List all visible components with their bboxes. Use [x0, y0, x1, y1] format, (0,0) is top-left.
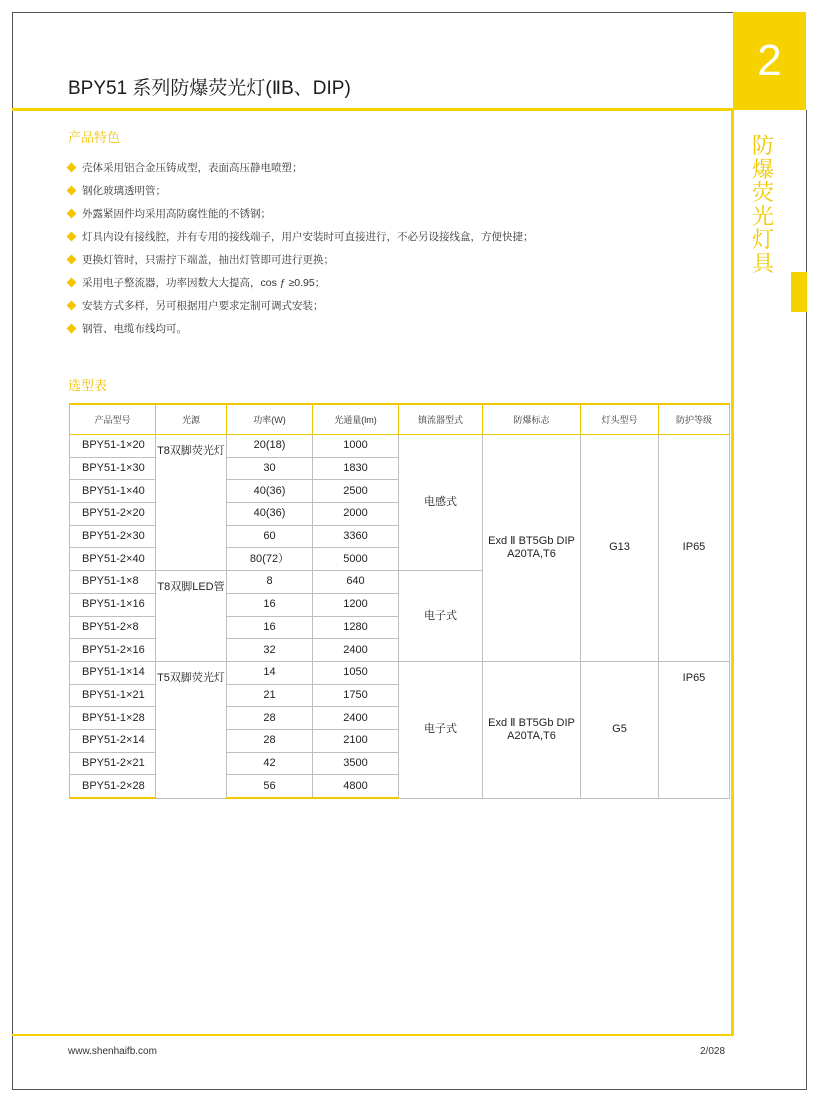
feature-text: 更换灯管时，只需拧下端盖，抽出灯管即可进行更换；: [82, 254, 334, 266]
chapter-side-marker: [791, 272, 807, 312]
lamp-base-cell: G13: [581, 435, 659, 662]
table-row: [70, 435, 730, 458]
ip-rating-cell: IP65: [659, 661, 730, 798]
feature-text: 钢化玻璃透明管；: [82, 185, 166, 197]
side-title-char: 爆: [751, 156, 774, 182]
flux-cell: 2100: [313, 729, 399, 752]
power-cell: 42: [227, 752, 313, 775]
col-header: 镇流器型式: [399, 404, 483, 435]
light-source-cell: T5双脚荧光灯: [156, 661, 227, 798]
feature-item: [68, 271, 534, 294]
flux-cell: 2000: [313, 503, 399, 526]
feature-text: 采用电子整流器，功率因数大大提高，cos ƒ ≥0.95；: [82, 277, 326, 289]
table-row: [70, 661, 730, 684]
model-cell: BPY51-1×14: [70, 661, 156, 684]
power-cell: 16: [227, 593, 313, 616]
feature-item: [68, 202, 534, 225]
flux-cell: 4800: [313, 775, 399, 798]
col-header: 功率(W): [227, 404, 313, 435]
left-edge-line: [12, 12, 13, 1090]
feature-list: [68, 156, 534, 340]
page-title: BPY51 系列防爆荧光灯(ⅡB、DIP): [68, 78, 351, 99]
flux-cell: 2500: [313, 480, 399, 503]
ballast-cell: 电感式: [399, 435, 483, 571]
model-cell: BPY51-2×16: [70, 639, 156, 662]
side-title-char: 具: [751, 250, 774, 276]
col-header: 灯头型号: [581, 404, 659, 435]
model-cell: BPY51-2×28: [70, 775, 156, 798]
side-title-char: 灯: [751, 227, 774, 252]
model-cell: BPY51-1×21: [70, 684, 156, 707]
lamp-base-cell: G5: [581, 661, 659, 798]
power-cell: 56: [227, 775, 313, 798]
diamond-bullet-icon: [67, 163, 77, 173]
power-cell: 21: [227, 684, 313, 707]
feature-item: [68, 156, 534, 179]
features-heading: 产品特色: [68, 130, 121, 145]
top-edge-line: [12, 12, 733, 13]
light-source-cell: T8双脚荧光灯: [156, 435, 227, 571]
flux-cell: 3360: [313, 525, 399, 548]
flux-cell: 1200: [313, 593, 399, 616]
power-cell: 40(36): [227, 503, 313, 526]
feature-item: [68, 294, 534, 317]
power-cell: 28: [227, 707, 313, 730]
col-header: 防护等级: [659, 404, 730, 435]
power-cell: 60: [227, 525, 313, 548]
model-cell: BPY51-1×20: [70, 435, 156, 458]
model-cell: BPY51-2×14: [70, 729, 156, 752]
model-cell: BPY51-2×40: [70, 548, 156, 571]
diamond-bullet-icon: [67, 278, 77, 288]
feature-text: 外露紧固件均采用高防腐性能的不锈钢；: [82, 208, 271, 220]
col-header: 防爆标志: [483, 404, 581, 435]
footer-website: www.shenhaifb.com: [68, 1046, 157, 1057]
feature-item: [68, 248, 534, 271]
side-title-char: 光: [751, 203, 774, 229]
model-cell: BPY51-1×30: [70, 457, 156, 480]
feature-text: 壳体采用铝合金压铸成型，表面高压静电喷塑；: [82, 162, 303, 174]
diamond-bullet-icon: [67, 232, 77, 242]
feature-item: [68, 317, 534, 340]
chapter-number-tab: 2: [733, 12, 806, 110]
model-cell: BPY51-1×8: [70, 571, 156, 594]
footer-page-number: 2/028: [700, 1046, 726, 1057]
ballast-cell: 电子式: [399, 661, 483, 798]
right-edge-line: [806, 110, 807, 1090]
diamond-bullet-icon: [67, 301, 77, 311]
model-cell: BPY51-2×21: [70, 752, 156, 775]
power-cell: 14: [227, 661, 313, 684]
col-header: 光通量(lm): [313, 404, 399, 435]
flux-cell: 1280: [313, 616, 399, 639]
diamond-bullet-icon: [67, 255, 77, 265]
diamond-bullet-icon: [67, 209, 77, 219]
model-cell: BPY51-1×16: [70, 593, 156, 616]
power-cell: 80(72）: [227, 548, 313, 571]
flux-cell: 2400: [313, 707, 399, 730]
power-cell: 8: [227, 571, 313, 594]
power-cell: 16: [227, 616, 313, 639]
feature-text: 安装方式多样，另可根据用户要求定制可调式安装；: [82, 300, 324, 312]
col-header: 产品型号: [70, 404, 156, 435]
flux-cell: 1050: [313, 661, 399, 684]
ballast-cell: 电子式: [399, 571, 483, 662]
flux-cell: 1000: [313, 435, 399, 458]
model-cell: BPY51-1×40: [70, 480, 156, 503]
flux-cell: 3500: [313, 752, 399, 775]
power-cell: 28: [227, 729, 313, 752]
bottom-edge-line: [12, 1089, 807, 1090]
feature-item: [68, 179, 534, 202]
selection-table-heading: 选型表: [68, 378, 108, 393]
ip-rating-cell: IP65: [659, 435, 730, 662]
model-cell: BPY51-2×8: [70, 616, 156, 639]
power-cell: 30: [227, 457, 313, 480]
explosion-mark-cell: Exd Ⅱ BT5Gb DIP A20TA,T6: [483, 435, 581, 662]
table-header-row: [70, 404, 730, 435]
footer-rule: [12, 1034, 734, 1036]
title-underline: [12, 108, 734, 111]
diamond-bullet-icon: [67, 186, 77, 196]
light-source-cell: T8双脚LED管: [156, 571, 227, 662]
explosion-mark-cell: Exd Ⅱ BT5Gb DIP A20TA,T6: [483, 661, 581, 798]
power-cell: 32: [227, 639, 313, 662]
model-cell: BPY51-2×20: [70, 503, 156, 526]
flux-cell: 2400: [313, 639, 399, 662]
feature-text: 灯具内设有接线腔，并有专用的接线端子，用户安装时可直接进行，不必另设接线盒，方便快捷；: [82, 231, 534, 243]
model-cell: BPY51-2×30: [70, 525, 156, 548]
flux-cell: 5000: [313, 548, 399, 571]
side-title-char: 荧: [751, 180, 774, 205]
flux-cell: 1830: [313, 457, 399, 480]
feature-item: [68, 225, 534, 248]
selection-table: [69, 403, 730, 799]
flux-cell: 1750: [313, 684, 399, 707]
side-chapter-title: [748, 134, 778, 275]
power-cell: 40(36): [227, 480, 313, 503]
chapter-vertical-bar: [731, 110, 734, 1036]
model-cell: BPY51-1×28: [70, 707, 156, 730]
side-title-char: 防: [751, 133, 774, 158]
power-cell: 20(18): [227, 435, 313, 458]
diamond-bullet-icon: [67, 324, 77, 334]
flux-cell: 640: [313, 571, 399, 594]
feature-text: 钢管、电缆布线均可。: [82, 323, 187, 335]
col-header: 光源: [156, 404, 227, 435]
